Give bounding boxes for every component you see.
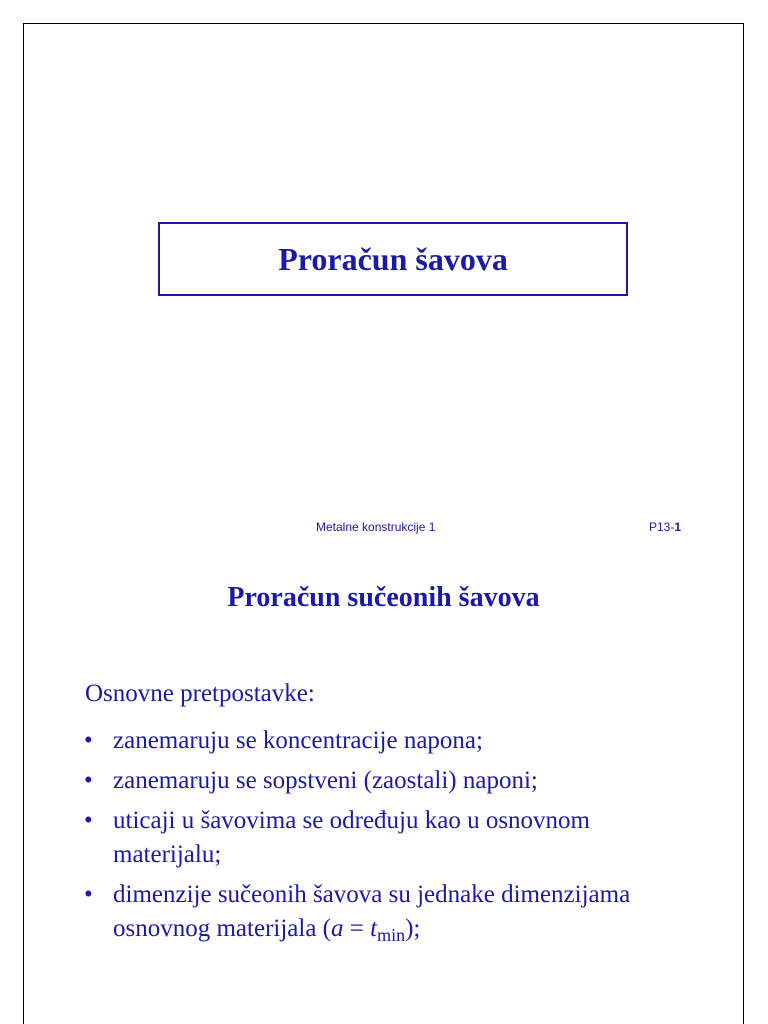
variable-a: a xyxy=(331,915,344,942)
footer-page-number xyxy=(649,520,681,534)
variable-t: t xyxy=(370,915,378,942)
subscript-min: min xyxy=(377,925,406,945)
title-box xyxy=(158,222,628,296)
closing-text: ); xyxy=(405,915,421,942)
page-prefix: P13- xyxy=(649,520,675,534)
intro-text: Osnovne pretpostavke: xyxy=(85,680,315,707)
bullet-text-main: dimenzije sučeonih šavova su jednake dimenzijama osnovnog materijala ( xyxy=(113,881,631,942)
footer-course-name: Metalne konstrukcije 1 xyxy=(316,520,436,534)
page-number: 1 xyxy=(674,520,682,534)
slide-heading: Proračun sučeonih šavova xyxy=(227,582,540,613)
list-item xyxy=(84,764,704,798)
bullet-text: zanemaruju se koncentracije napona; xyxy=(113,727,483,754)
bullet-icon: • xyxy=(84,881,93,908)
slide-title-text: Proračun šavova xyxy=(278,240,508,277)
list-item xyxy=(84,724,704,758)
bullet-icon: • xyxy=(84,727,93,754)
bullet-text: zanemaruju se sopstveni (zaostali) naponi; xyxy=(113,767,538,794)
slide-title xyxy=(23,23,744,543)
list-item xyxy=(84,804,704,872)
equals-sign: = xyxy=(343,915,371,942)
bullet-icon: • xyxy=(84,807,93,834)
list-item xyxy=(84,878,704,946)
bullet-text: uticaji u šavovima se određuju kao u osnovnom materijalu; xyxy=(113,807,591,868)
slide-content xyxy=(23,542,744,1024)
bullet-list xyxy=(84,724,704,952)
bullet-icon: • xyxy=(84,767,93,794)
bullet-text xyxy=(113,881,631,945)
